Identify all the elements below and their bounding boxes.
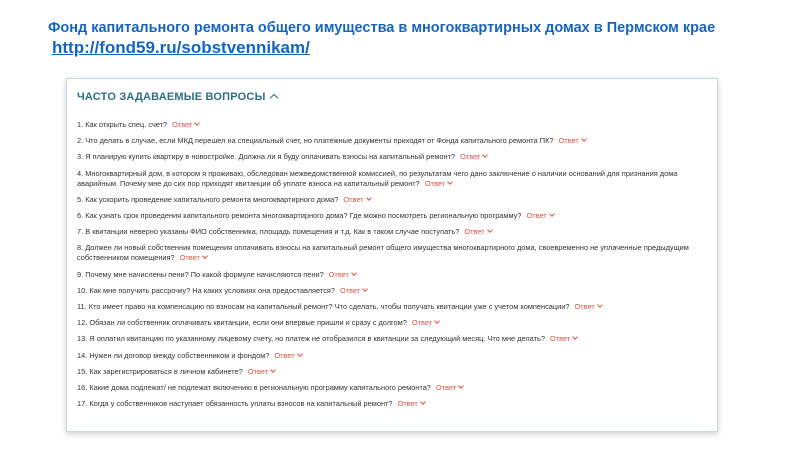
faq-question: 2. Что делать в случае, если МКД перешел на специальный счет, но платежные документы приходят от Фонда капитального ремонта ПК? [77, 136, 554, 146]
faq-question: 14. Нужен ли договор между собственником и фондом? [77, 350, 270, 360]
page-header [48, 18, 748, 59]
faq-question: 9. Почему мне начислены пени? По какой формуле начисляются пени? [77, 269, 324, 279]
chevron-down-icon [202, 254, 208, 260]
faq-item [77, 166, 709, 192]
faq-item [77, 149, 709, 165]
faq-item [77, 240, 709, 266]
chevron-down-icon [483, 153, 489, 159]
answer-toggle[interactable] [274, 351, 301, 360]
answer-label: Ответ [340, 285, 361, 295]
answer-label: Ответ [558, 136, 579, 146]
faq-question: 3. Я планирую купить квартиру в новостройке. Должна ли я буду оплачивать взносы на капитальный ремонт? [77, 152, 456, 162]
chevron-down-icon [447, 179, 453, 185]
faq-item [77, 364, 709, 380]
faq-item [77, 283, 709, 299]
answer-label: Ответ [574, 301, 595, 311]
answer-toggle[interactable] [425, 179, 452, 188]
answer-label: Ответ [274, 350, 295, 360]
answer-toggle[interactable] [248, 367, 275, 376]
faq-item [77, 347, 709, 363]
faq-question: 1. Как открыть спец. счет? [77, 120, 168, 130]
faq-question: 7. В квитанции неверно указаны ФИО собственника, площадь помещения и т.д. Как в таком случае поступать? [77, 227, 460, 237]
faq-question: 15. Как зарегистрироваться в личном кабинете? [77, 366, 243, 376]
chevron-down-icon [297, 351, 303, 357]
chevron-down-icon [458, 383, 464, 389]
answer-label: Ответ [460, 152, 481, 162]
chevron-down-icon [270, 367, 276, 373]
answer-toggle[interactable] [172, 120, 199, 129]
faq-question: 12. Обязан ли собственник оплачивать квитанции, если они впервые пришли и сразу с долгом? [77, 318, 407, 328]
chevron-down-icon [487, 227, 493, 233]
faq-question: 4. Многоквартирный дом, в котором я проживаю, обследован межведомственной комиссией, по результатам чего дано заключение о наличии оснований для признания дома аварийным. Почему мне до сих пор приходят квитанции об уплате взноса на капитальный ремонт? [77, 168, 678, 188]
chevron-down-icon [572, 335, 578, 341]
faq-item [77, 192, 709, 208]
faq-question: 8. Должен ли новый собственник помещения оплачивать взносы на капитальный ремонт общего имущества многоквартирного дома, своевременно не уплаченные предыдущим собственником помещения? [77, 243, 689, 263]
faq-list [77, 117, 709, 412]
chevron-down-icon [420, 399, 426, 405]
answer-label: Ответ [397, 399, 418, 409]
answer-label: Ответ [424, 178, 446, 188]
faq-item [77, 224, 709, 240]
faq-item [77, 133, 709, 149]
answer-label: Ответ [464, 227, 485, 237]
faq-question: 11. Кто имеет право на компенсацию по взносам на капитальный ремонт? Что сделать, чтобы получать квитанции уже с учетом компенсации? [77, 301, 570, 311]
chevron-down-icon [351, 270, 357, 276]
answer-label: Ответ [549, 334, 571, 344]
answer-label: Ответ [247, 366, 269, 376]
faq-section-toggle[interactable] [77, 91, 277, 103]
header-link[interactable]: http://fond59.ru/sobstvennikam/ [52, 38, 310, 57]
chevron-down-icon [195, 120, 201, 126]
answer-toggle[interactable] [436, 383, 463, 392]
chevron-down-icon [362, 286, 368, 292]
chevron-down-icon [597, 302, 603, 308]
faq-item [77, 396, 709, 412]
faq-question: 10. Как мне получить рассрочку? На каких условиях она предоставляется? [77, 285, 336, 295]
answer-toggle[interactable] [526, 211, 553, 220]
answer-toggle[interactable] [180, 253, 207, 262]
answer-label: Ответ [435, 382, 457, 392]
answer-label: Ответ [328, 269, 349, 279]
chevron-down-icon [434, 318, 440, 324]
faq-item [77, 331, 709, 347]
answer-toggle[interactable] [575, 302, 602, 311]
answer-toggle[interactable] [460, 152, 487, 161]
answer-label: Ответ [179, 253, 200, 263]
chevron-down-icon [549, 211, 555, 217]
chevron-down-icon [581, 136, 587, 142]
faq-question: 13. Я оплатил квитанцию по указанному лицевому счету, но платеж не отобразился в квитанции за следующий месяц. Что мне делать? [77, 334, 545, 344]
answer-toggle[interactable] [340, 286, 367, 295]
faq-item [77, 117, 709, 133]
answer-label: Ответ [411, 318, 433, 328]
faq-item [77, 315, 709, 331]
faq-item [77, 267, 709, 283]
faq-item [77, 299, 709, 315]
chevron-down-icon [366, 195, 372, 201]
faq-question: 6. Как узнать срок проведения капитального ремонта многоквартирного дома? Где можно посмотреть региональную программу? [77, 211, 522, 221]
answer-label: Ответ [526, 211, 547, 221]
faq-question: 17. Когда у собственников наступает обязанность уплаты взносов на капитальный ремонт? [77, 399, 393, 409]
faq-title: ЧАСТО ЗАДАВАЕМЫЕ ВОПРОСЫ [77, 91, 266, 103]
faq-question: 16. Какие дома подлежат/ не подлежат включению в региональную программу капитального ремонта? [77, 382, 431, 392]
answer-toggle[interactable] [398, 399, 425, 408]
faq-item [77, 208, 709, 224]
answer-toggle[interactable] [550, 334, 577, 343]
answer-toggle[interactable] [343, 195, 370, 204]
answer-label: Ответ [343, 194, 364, 204]
header-title: Фонд капитального ремонта общего имущества в многоквартирных домах в Пермском крае [48, 20, 716, 36]
answer-toggle[interactable] [464, 227, 491, 236]
answer-toggle[interactable] [412, 318, 439, 327]
answer-toggle[interactable] [559, 136, 586, 145]
faq-question: 5. Как ускорить проведение капитального ремонта многоквартирного дома? [77, 194, 339, 204]
faq-panel [66, 78, 718, 432]
chevron-up-icon [269, 94, 277, 102]
answer-label: Ответ [172, 120, 193, 130]
faq-item [77, 380, 709, 396]
answer-toggle[interactable] [329, 270, 356, 279]
